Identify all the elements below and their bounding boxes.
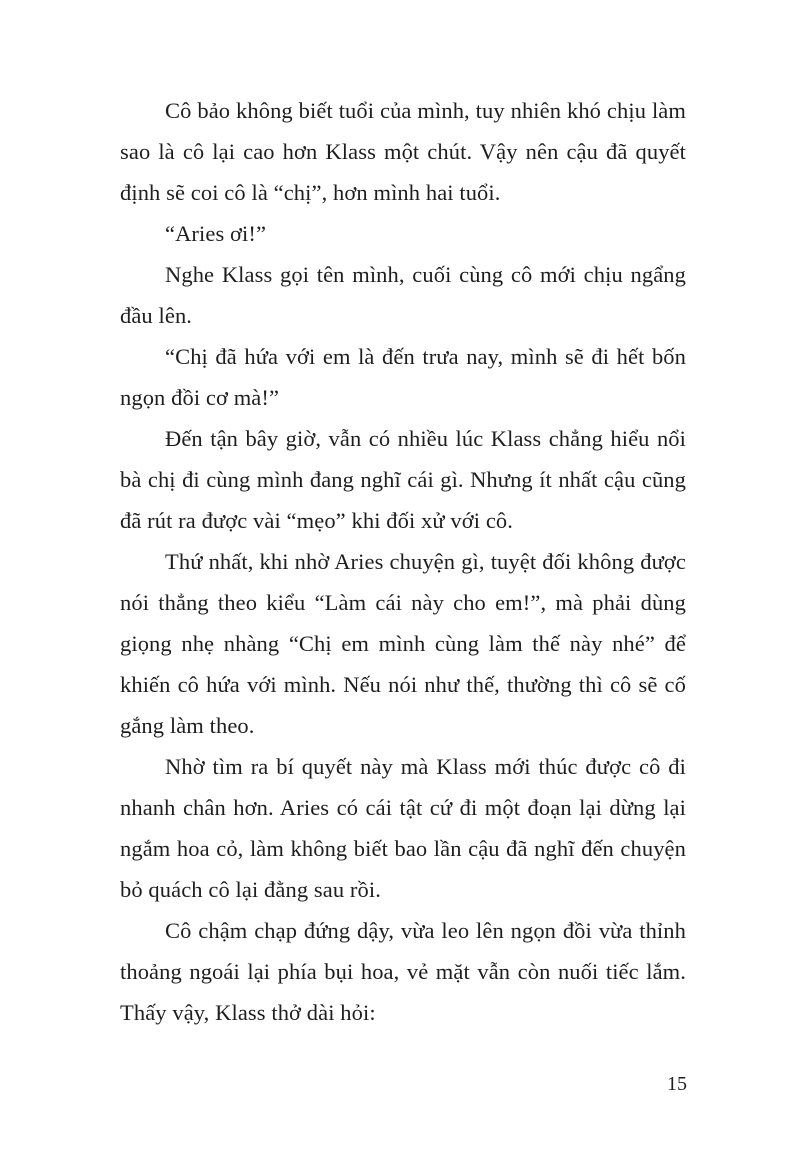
paragraph: Cô bảo không biết tuổi của mình, tuy nhiên khó chịu làm sao là cô lại cao hơn Klass một chút. Vậy nên cậu đã quyết định sẽ coi cô là “chị”, hơn mình hai tuổi.	[120, 98, 686, 205]
paragraph: “Chị đã hứa với em là đến trưa nay, mình sẽ đi hết bốn ngọn đồi cơ mà!”	[120, 344, 686, 410]
paragraph: Đến tận bây giờ, vẫn có nhiều lúc Klass chẳng hiểu nổi bà chị đi cùng mình đang nghĩ cái gì. Nhưng ít nhất cậu cũng đã rút ra được vài “mẹo” khi đối xử với cô.	[120, 426, 686, 533]
paragraph: Nhờ tìm ra bí quyết này mà Klass mới thúc được cô đi nhanh chân hơn. Aries có cái tật cứ đi một đoạn lại dừng lại ngắm hoa cỏ, làm không biết bao lần cậu đã nghĩ đến chuyện bỏ quách cô lại đằng sau rồi.	[120, 754, 686, 902]
paragraph: Cô chậm chạp đứng dậy, vừa leo lên ngọn đồi vừa thỉnh thoảng ngoái lại phía bụi hoa, vẻ mặt vẫn còn nuối tiếc lắm. Thấy vậy, Klass thở dài hỏi:	[120, 918, 686, 1025]
paragraph: “Aries ơi!”	[165, 221, 267, 246]
page-number: 15	[667, 1073, 687, 1095]
text-block	[120, 90, 686, 1033]
paragraph: Nghe Klass gọi tên mình, cuối cùng cô mới chịu ngẩng đầu lên.	[120, 262, 686, 328]
paragraph: Thứ nhất, khi nhờ Aries chuyện gì, tuyệt đối không được nói thẳng theo kiểu “Làm cái này cho em!”, mà phải dùng giọng nhẹ nhàng “Chị em mình cùng làm thế này nhé” để khiến cô hứa với mình. Nếu nói như thế, thường thì cô sẽ cố gắng làm theo.	[120, 549, 686, 738]
